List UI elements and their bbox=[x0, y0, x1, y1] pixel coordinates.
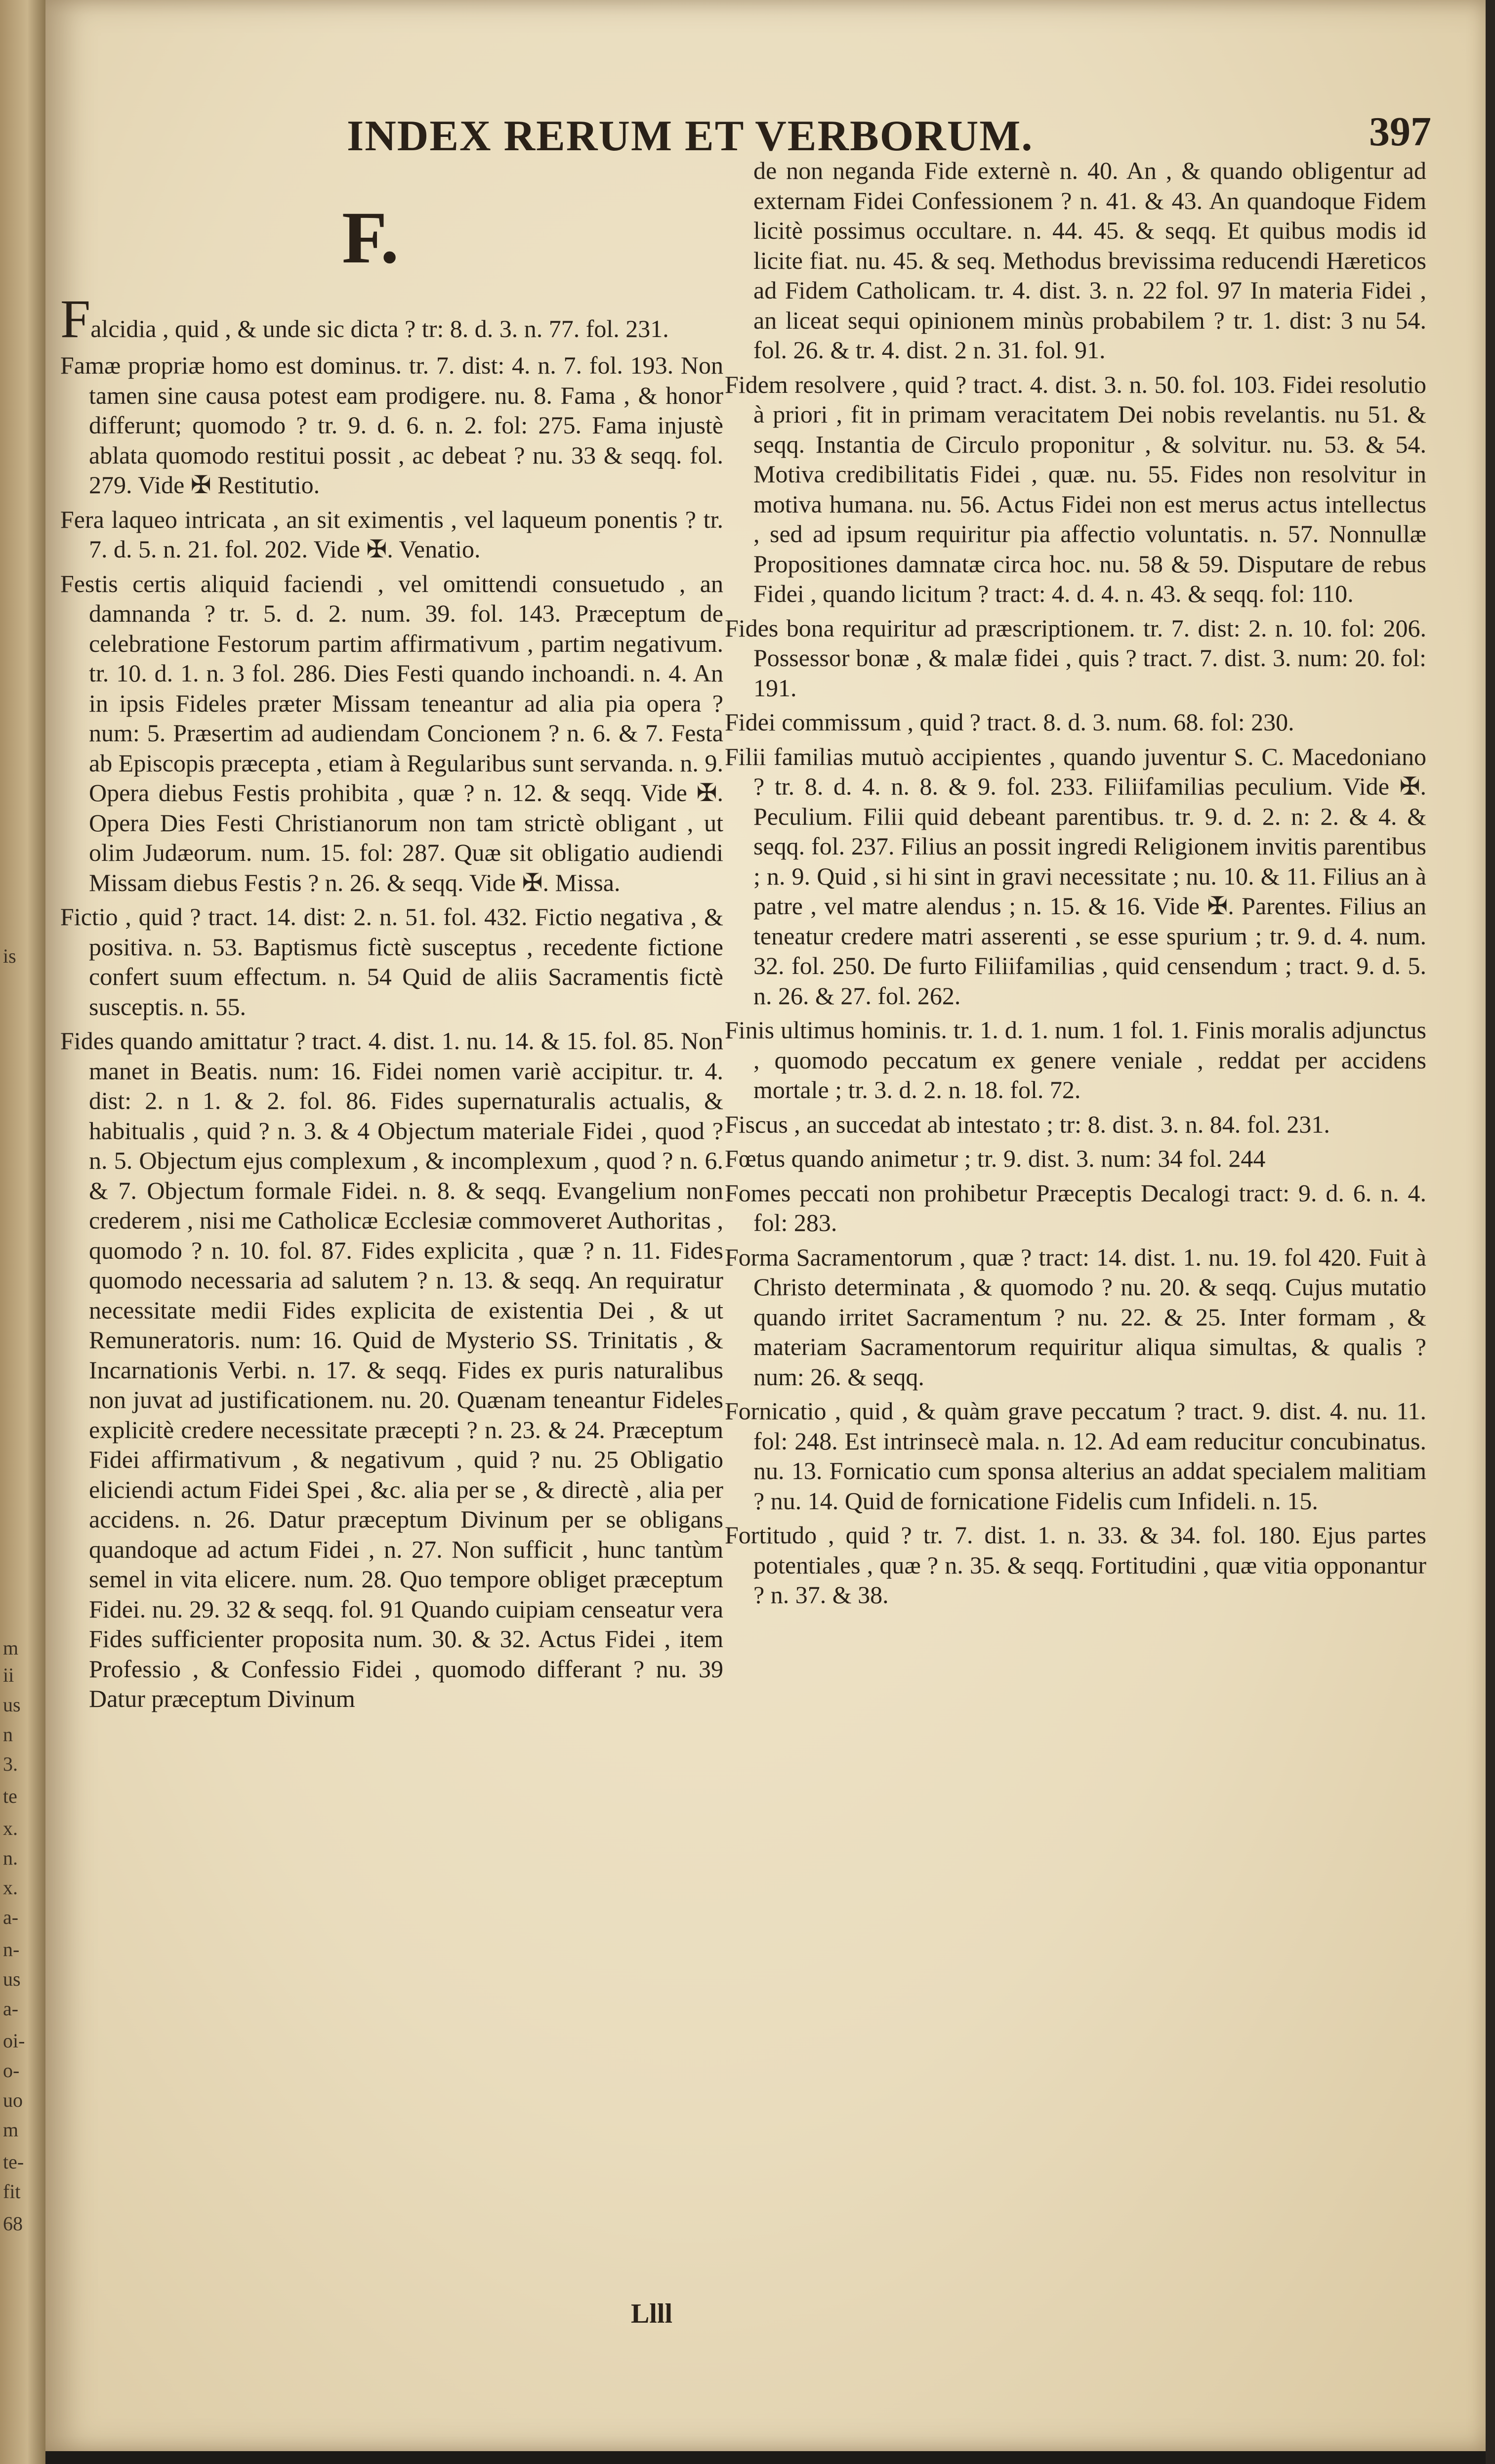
margin-fragment: m bbox=[3, 2119, 19, 2141]
margin-fragment: m bbox=[3, 1637, 19, 1659]
index-entry: Fiscus , an succedat ab intestato ; tr: 8. dist. 3. n. 84. fol. 231. bbox=[725, 1110, 1330, 1138]
margin-fragment: fit bbox=[3, 2180, 21, 2203]
margin-fragment: n bbox=[3, 1723, 13, 1745]
index-entry: Fœtus quando animetur ; tr. 9. dist. 3. num: 34 fol. 244 bbox=[725, 1145, 1266, 1172]
index-entry: Fidei commissum , quid ? tract. 8. d. 3. num. 68. fol: 230. bbox=[725, 708, 1294, 736]
margin-fragment: te bbox=[3, 1785, 17, 1807]
index-entry: Finis ultimus hominis. tr. 1. d. 1. num. 1 fol. 1. Finis moralis adjunctus , quomodo peccatum ex genere veniale , reddat per accidens mortale ; tr. 3. d. 2. n. 18. fol. 72. bbox=[725, 1016, 1426, 1104]
margin-fragment: ii bbox=[3, 1664, 14, 1686]
book-page bbox=[45, 0, 1486, 2451]
left-column bbox=[60, 289, 723, 1718]
index-entry: Fictio , quid ? tract. 14. dist: 2. n. 51. fol. 432. Fictio negativa , & positiva. n. 53. Baptismus fictè susceptus , recedente fictione confert suum effectum. n. 54 Quid de aliis Sacramentis fictè susceptis. n. 55. bbox=[60, 903, 723, 1020]
index-entry: Festis certis aliquid faciendi , vel omittendi consuetudo , an damnanda ? tr. 5. d. 2. num. 39. fol. 143. Præceptum de celebratione Festorum partim affirmativum , partim negativum. tr. 10. d. 1. n. 3 fol. 286. Dies Festi quando inchoandi. n. 4. An in ipsis Fideles præter Missam teneantur ad alia pia opera ? num: 5. Præsertim ad audiendam Concionem ? n. 6. & 7. Festa ab Episcopis præcepta , etiam à Regularibus sunt servanda. n. 9. Opera diebus Festis prohibita , quæ ? n. 12. & seqq. Vide ✠. Opera Dies Festi Christianorum non tam strictè obligant , ut olim Judæorum. num. 15. fol: 287. Quæ sit obligatio audiendi Missam diebus Festis ? n. 26. & seqq. Vide ✠. Missa. bbox=[60, 569, 723, 896]
margin-fragment: x. bbox=[3, 1817, 18, 1839]
index-entry: Fidem resolvere , quid ? tract. 4. dist. 3. n. 50. fol. 103. Fidei resolutio à priori , fit in primam veracitatem Dei nobis revelantis. nu 51. & seqq. Instantia de Circulo proponitur , & solvitur. nu. 53. & 54. Motiva credibilitatis Fidei , quæ. nu. 55. Fides non resolvitur in motiva humana. nu. 56. Actus Fidei non est merus actus intellectus , sed ad ipsum requiritur pia affectio voluntatis. n. 57. Nonnullæ Propositiones damnatæ circa hoc. nu. 58 & 59. Disputare de rebus Fidei , quando licitum ? tract: 4. d. 4. n. 43. & seqq. fol: 110. bbox=[725, 370, 1426, 607]
index-entry: Famæ propriæ homo est dominus. tr. 7. dist: 4. n. 7. fol. 193. Non tamen sine causa potest eam prodigere. nu. 8. Fama , & honor differunt; quomodo ? tr. 9. d. 6. n. 2. fol: 275. Fama injustè ablata quomodo restitui possit , ac debeat ? nu. 33 & seqq. fol. 279. Vide ✠ Restitutio. bbox=[60, 351, 723, 499]
margin-fragment: us bbox=[3, 1968, 21, 1990]
margin-fragment: o- bbox=[3, 2059, 20, 2082]
index-entry: Falcidia , quid , & unde sic dicta ? tr: 8. d. 3. n. 77. fol. 231. bbox=[60, 289, 669, 349]
index-entry: Fomes peccati non prohibetur Præceptis Decalogi tract: 9. d. 6. n. 4. fol: 283. bbox=[725, 1179, 1426, 1236]
section-letter: F. bbox=[342, 197, 399, 279]
margin-fragment: us bbox=[3, 1694, 21, 1716]
margin-fragment: a- bbox=[3, 1906, 19, 1928]
index-entry: Fortitudo , quid ? tr. 7. dist. 1. n. 33. & 34. fol. 180. Ejus partes potentiales , quæ ? n. 35. & seqq. Fortitudini , quæ vitia opponantur ? n. 37. & 38. bbox=[725, 1521, 1426, 1609]
margin-fragment: te- bbox=[3, 2151, 24, 2173]
margin-fragment: is bbox=[3, 945, 16, 967]
index-entry-continuation: de non neganda Fide externè n. 40. An , & quando obligentur ad externam Fidei Confessionem ? n. 41. & 43. An quandoque Fidem licitè possimus occultare. n. 44. 45. & seqq. Et quibus modis id licite fiat. nu. 45. & seq. Methodus brevissima reducendi Hæreticos ad Fidem Catholicam. tr. 4. dist. 3. n. 22 fol. 97 In materia Fidei , an liceat sequi opinionem minùs probabilem ? tr. 1. dist: 3 nu 54. fol. 26. & tr. 4. dist. 2 n. 31. fol. 91. bbox=[753, 157, 1426, 364]
margin-fragment: 68 bbox=[3, 2212, 23, 2235]
margin-fragment: 3. bbox=[3, 1753, 18, 1775]
page-number: 397 bbox=[1369, 109, 1431, 155]
binding-edge bbox=[1486, 0, 1495, 2464]
margin-fragment: a- bbox=[3, 1997, 19, 2020]
margin-fragment: oi- bbox=[3, 2030, 25, 2052]
margin-fragment: n- bbox=[3, 1938, 20, 1960]
running-header: INDEX RERUM ET VERBORUM. bbox=[347, 112, 1034, 160]
margin-fragment: n. bbox=[3, 1847, 18, 1869]
index-entry: Fera laqueo intricata , an sit eximentis , vel laqueum ponentis ? tr. 7. d. 5. n. 21. fol. 202. Vide ✠. Venatio. bbox=[60, 505, 723, 563]
previous-page-edge bbox=[0, 0, 45, 2464]
index-entry: Fides bona requiritur ad præscriptionem. tr. 7. dist: 2. n. 10. fol: 206. Possessor bonæ , & malæ fidei , quis ? tract. 7. dist. 3. num: 20. fol: 191. bbox=[725, 614, 1426, 702]
margin-fragment: uo bbox=[3, 2089, 23, 2111]
index-entry: Fornicatio , quid , & quàm grave peccatum ? tract. 9. dist. 4. nu. 11. fol: 248. Est intrinsecè mala. n. 12. Ad eam reducitur concubinatus. nu. 13. Fornicatio cum sponsa alterius an addat specialem malitiam ? nu. 14. Quid de fornicatione Fidelis cum Infideli. n. 15. bbox=[725, 1397, 1426, 1515]
right-column bbox=[725, 156, 1426, 1614]
index-entry: Forma Sacramentorum , quæ ? tract: 14. dist. 1. nu. 19. fol 420. Fuit à Christo determinata , & quomodo ? nu. 20. & seqq. Cujus mutatio quando irritet Sacramentum ? nu. 22. & 25. Inter formam , & materiam Sacramentorum requiritur aliqua simultas, & qualis ? num: 26. & seqq. bbox=[725, 1243, 1426, 1391]
signature-mark: Llll bbox=[631, 2298, 673, 2329]
index-entry: Fides quando amittatur ? tract. 4. dist. 1. nu. 14. & 15. fol. 85. Non manet in Beatis. num: 16. Fidei nomen variè accipitur. tr. 4. dist: 2. n 1. & 2. fol. 86. Fides supernaturalis actualis, & habitualis , quid ? n. 3. & 4 Objectum materiale Fidei , quod ? n. 5. Objectum ejus complexum , & incomplexum , quod ? n. 6. & 7. Objectum formale Fidei. n. 8. & seqq. Evangelium non crederem , nisi me Catholicæ Ecclesiæ commoveret Authoritas , quomodo ? n. 10. fol. 87. Fides explicita , quæ ? n. 11. Fides quomodo necessaria ad salutem ? n. 13. & seqq. An requiratur necessitate medii Fides explicita de existentia Dei , & ut Remuneratoris. num: 16. Quid de Mysterio SS. Trinitatis , & Incarnationis Verbi. n. 17. & seqq. Fides ex puris naturalibus non juvat ad justificationem. nu. 20. Quænam teneantur Fideles explicitè credere necessitate præcepti ? n. 23. & 24. Præceptum Fidei affirmativum , & negativum , quid ? nu. 25 Obligatio eliciendi actum Fidei Spei , &c. alia per se , & directè , alia per accidens. n. 26. Datur præceptum Divinum per se obligans quandoque ad actum Fidei , n. 27. Non sufficit , hunc tantùm semel in vita elicere. num. 28. Quo tempore obliget præceptum Fidei. nu. 29. 32 & seqq. fol. 91 Quando cuipiam censeatur vera Fides sufficienter proposita num. 30. & 32. Actus Fidei , item Professio , & Confessio Fidei , quomodo differant ? nu. 39 Datur præceptum Divinum bbox=[60, 1027, 723, 1712]
index-entry: Filii familias mutuò accipientes , quando juventur S. C. Macedoniano ? tr. 8. d. 4. n. 8. & 9. fol. 233. Filiifamilias peculium. Vide ✠. Peculium. Filii quid debeant parentibus. tr. 9. d. 2. n: 2. & 4. & seqq. fol. 237. Filius an possit ingredi Religionem invitis parentibus ; n. 9. Quid , si hi sint in gravi necessitate ; nu. 10. & 11. Filius an à patre , vel matre alendus ; n. 15. & 16. Vide ✠. Parentes. Filius an teneatur credere matri asserenti , se esse spurium ; tr. 9. d. 4. num. 32. fol. 250. De furto Filiifamilias , quid censendum ; tract. 9. d. 5. n. 26. & 27. fol. 262. bbox=[725, 742, 1426, 1010]
margin-fragment: x. bbox=[3, 1876, 18, 1899]
